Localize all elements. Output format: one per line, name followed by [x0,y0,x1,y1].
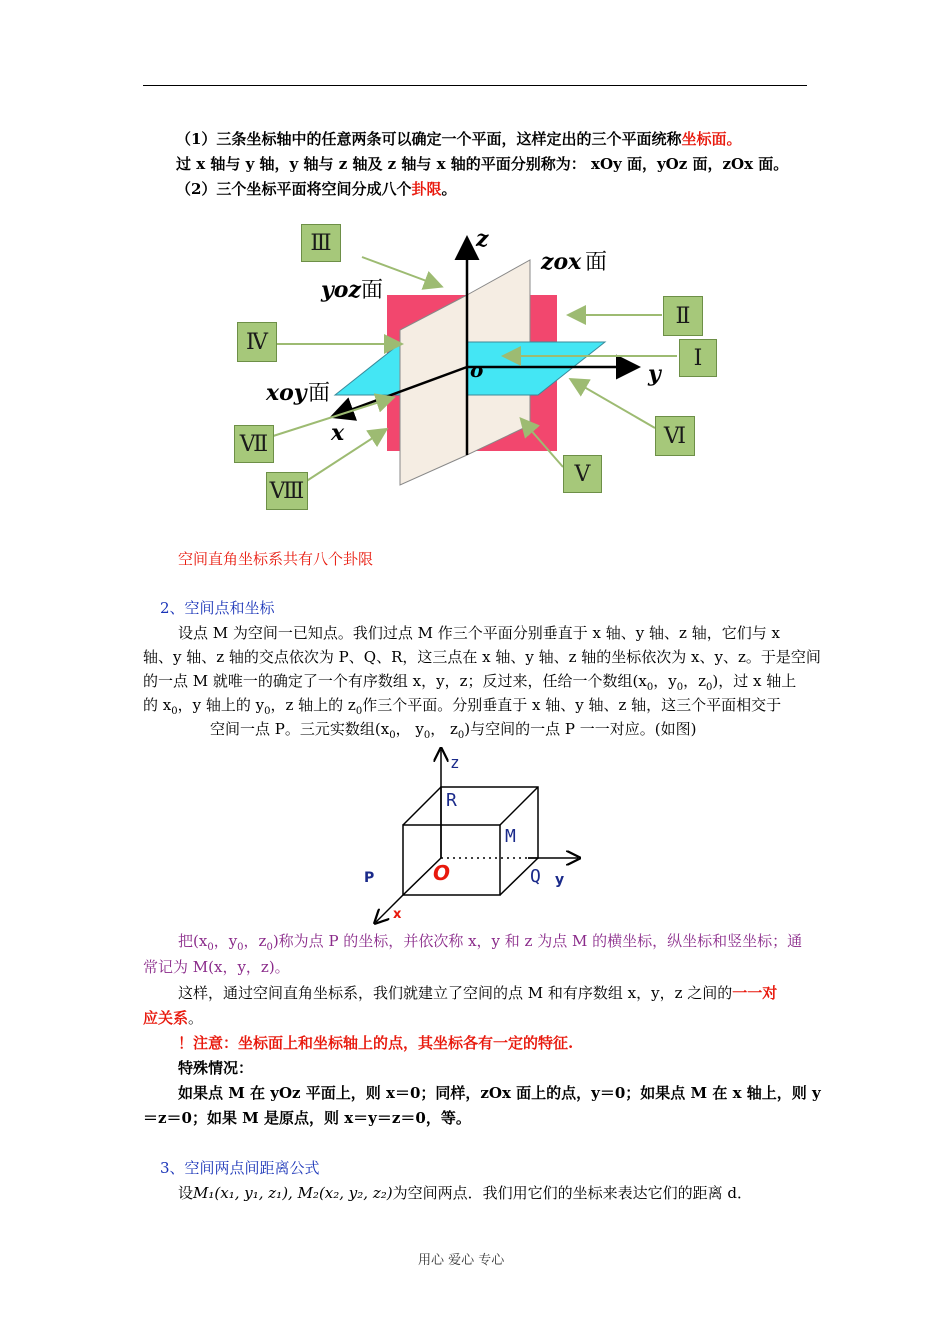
arrow-octant-6 [572,380,655,428]
z-axis-label: z [476,226,489,252]
cube-edge [403,787,441,825]
cube-M-label: M [505,826,516,847]
coord-planes-paragraph-1: （1）三条坐标轴中的任意两条可以确定一个平面，这样定出的三个平面统称坐标面。 [176,130,742,148]
octant-8-label: Ⅷ [266,472,308,510]
yoz-plane-label: yoz [321,277,361,303]
octant-4-label: Ⅳ [237,322,277,362]
zox-plane-label: zox [541,249,582,275]
x-axis-label: x [331,420,345,446]
coord-definition-line1: 把($x_0$，$y_0$，$z_0$)称为点 P 的坐标，并依次称 x，y 和 z 为点 M 的横坐标，纵坐标和竖坐标；通 [178,932,803,953]
special-cases-line2: ＝z＝0；如果 M 是原点，则 x＝y＝z＝0，等。 [143,1109,471,1127]
cube-y-label: y [555,872,565,888]
origin-label: o [470,358,484,382]
cube-z-label: z [450,753,460,772]
note-line: ！注意：坐标面上和坐标轴上的点，其坐标各有一定的特征. [178,1034,574,1052]
distance-formula-points: M₁(x₁, y₁, z₁), M₂(x₂, y₂, z₂) [193,1184,393,1202]
y-axis-label: y [648,361,661,387]
yoz-plane-suffix: 面 [361,278,384,303]
octants-paragraph: （2）三个坐标平面将空间分成八个卦限。 [176,180,457,198]
term-octant: 卦限 [411,180,442,198]
octant-3-label: Ⅲ [301,224,341,262]
page-footer: 用心 爱心 专心 [418,1253,505,1268]
section3-heading: 3、空间两点间距离公式 [160,1159,320,1177]
zox-plane-suffix: 面 [585,250,608,275]
cube-edge [500,787,538,825]
section2-line1: 设点 M 为空间一已知点。我们过点 M 作三个平面分别垂直于 x 轴、y 轴、z 轴，它们与 x [178,624,780,642]
figure1-caption: 空间直角坐标系共有八个卦限 [178,550,374,568]
octant-6-label: Ⅵ [655,416,695,456]
cube-x-label: x [393,907,402,922]
special-cases-line1: 如果点 M 在 yOz 平面上，则 x＝0；同样，zOx 面上的点，y＝0；如果点 M 在 x 轴上，则 y [178,1084,821,1102]
section2-line5: 空间一点 P。三元实数组($x_0$， $y_0$， $z_0$)与空间的一点 P 一一对应。(如图) [210,720,697,741]
correspondence-line2: 应关系。 [143,1009,204,1027]
octant-5-label: Ⅴ [563,455,602,493]
section2-line4: 的 $x_0$，y 轴上的 $y_0$，z 轴上的 $z_0$作三个平面。分别垂直于 x 轴、y 轴、z 轴，这三个平面相交于 [143,696,782,717]
cube-Q-label: Q [530,866,541,887]
section2-heading: 2、空间点和坐标 [160,599,275,617]
cube-R-label: R [446,790,457,811]
coord-planes-paragraph-2: 过 x 轴与 y 轴，y 轴与 z 轴及 z 轴与 x 轴的平面分别称为： xOy 面，yOz 面，zOx 面。 [176,155,789,173]
header-rule [143,85,807,86]
octant-7-label: Ⅶ [234,425,274,463]
xoy-plane-label: xoy [266,380,307,406]
section2-line3: 的一点 M 就唯一的确定了一个有序数组 x，y，z；反过来，任给一个数组($x_0$，$y_0$，$z_0$)，过 x 轴上 [143,672,797,693]
xoy-plane-suffix: 面 [308,381,331,406]
term-coordinate-plane: 坐标面。 [681,130,742,148]
cube-O-label: O [433,861,451,885]
octant-2-label: Ⅱ [663,296,703,336]
cube-front-face [403,825,500,895]
octant-1-label: Ⅰ [679,339,717,377]
cube-P-label: P [364,870,375,886]
cube-figure [360,745,600,930]
section2-line2: 轴、y 轴、z 轴的交点依次为 P、Q、R，这三点在 x 轴、y 轴、z 轴的坐标依次为 x、y、z。于是空间 [143,648,821,666]
section3-intro: 设M₁(x₁, y₁, z₁), M₂(x₂, y₂, z₂)为空间两点．我们用它们的坐标来表达它们的距离 d． [178,1184,752,1202]
arrow-octant-8 [305,430,385,482]
special-cases-title: 特殊情况： [178,1059,254,1077]
coord-definition-line2: 常记为 M(x，y，z)。 [143,958,290,976]
correspondence-line1: 这样，通过空间直角坐标系，我们就建立了空间的点 M 和有序数组 x，y，z 之间的一一对 [178,984,778,1002]
